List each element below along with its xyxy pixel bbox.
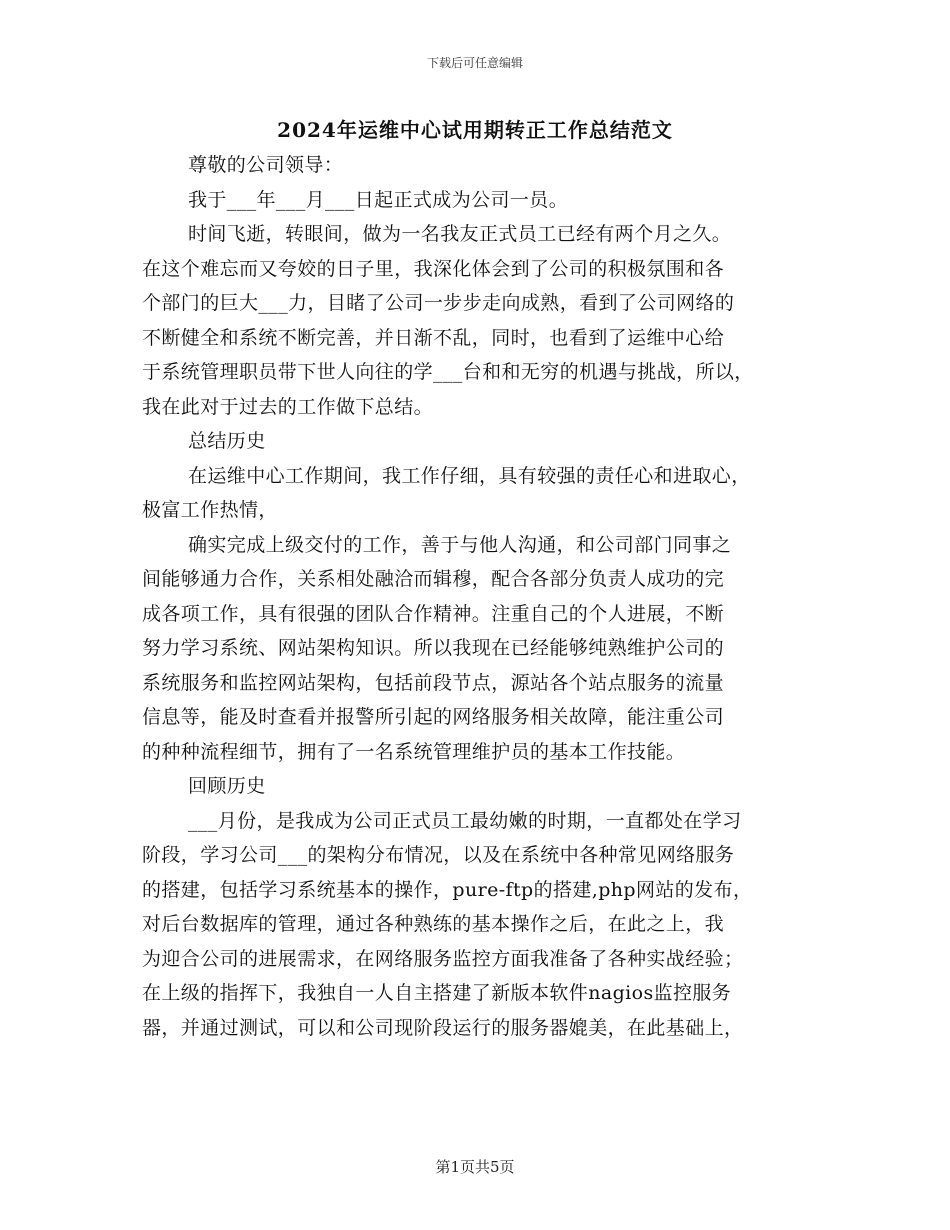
text-line: 信息等，能及时查看并报警所引起的网络服务相关故障，能注重公司 (142, 706, 725, 728)
text-line: 回顾历史 (188, 775, 266, 797)
text-line: 确实完成上级交付的工作，善于与他人沟通，和公司部门同事之 (188, 533, 732, 556)
text-line: 我在此对于过去的工作做下总结。 (142, 395, 434, 418)
text-line: 阶段，学习公司___的架构分布情况，以及在系统中各种常见网络服务 (142, 844, 735, 866)
text-line: 对后台数据库的管理，通过各种熟练的基本操作之后，在此之上，我 (142, 913, 725, 935)
text-line: ___月份，是我成为公司正式员工最幼嫩的时期，一直都处在学习 (188, 809, 742, 832)
text-line: 努力学习系统、网站架构知识。所以我现在已经能够纯熟维护公司的 (142, 637, 725, 659)
header-note: 下载后可任意编辑 (426, 56, 523, 70)
text-line: 在这个难忘而又夸姣的日子里，我深化体会到了公司的积极氛围和各 (142, 257, 725, 280)
text-line: 个部门的巨大___力，目睹了公司一步步走向成熟，看到了公司网络的 (142, 292, 735, 314)
text-line: 尊敬的公司领导： (188, 154, 344, 176)
page-footer: 第1页共5页 (435, 1158, 515, 1176)
text-line: 为迎合公司的进展需求，在网络服务监控方面我准备了各种实战经验； (142, 947, 744, 970)
text-line: 的种种流程细节，拥有了一名系统管理维护员的基本工作技能。 (142, 740, 686, 763)
text-line: 成各项工作，具有很强的团队合作精神。注重自己的个人进展，不断 (142, 602, 725, 625)
text-line: 的搭建，包括学习系统基本的操作，pure-ftp的搭建,php网站的发布， (142, 878, 753, 901)
text-line: 系统服务和监控网站架构，包括前段节点，源站各个站点服务的流量 (142, 671, 725, 694)
text-line: 极富工作热情， (142, 499, 278, 521)
text-line: 时间飞逝，转眼间，做为一名我友正式员工已经有两个月之久。 (188, 223, 732, 245)
text-line: 间能够通力合作，关系相处融洽而辑穆，配合各部分负责人成功的完 (142, 568, 725, 590)
text-line: 在上级的指挥下，我独自一人自主搭建了新版本软件nagios监控服务 (142, 982, 732, 1004)
text-line: 器，并通过测试，可以和公司现阶段运行的服务器媲美，在此基础上， (142, 1016, 744, 1039)
document-body (142, 148, 808, 1045)
text-line: 我于___年___月___日起正式成为公司一员。 (188, 188, 569, 211)
text-line: 总结历史 (188, 430, 266, 452)
document-title: 2024年运维中心试用期转正工作总结范文 (277, 118, 673, 142)
text-line: 不断健全和系统不断完善，并日渐不乱，同时，也看到了运维中心给 (142, 326, 725, 349)
text-line: 于系统管理职员带下世人向往的学___台和和无穷的机遇与挑战，所以， (142, 361, 754, 383)
text-line: 在运维中心工作期间，我工作仔细，具有较强的责任心和进取心， (188, 464, 751, 487)
